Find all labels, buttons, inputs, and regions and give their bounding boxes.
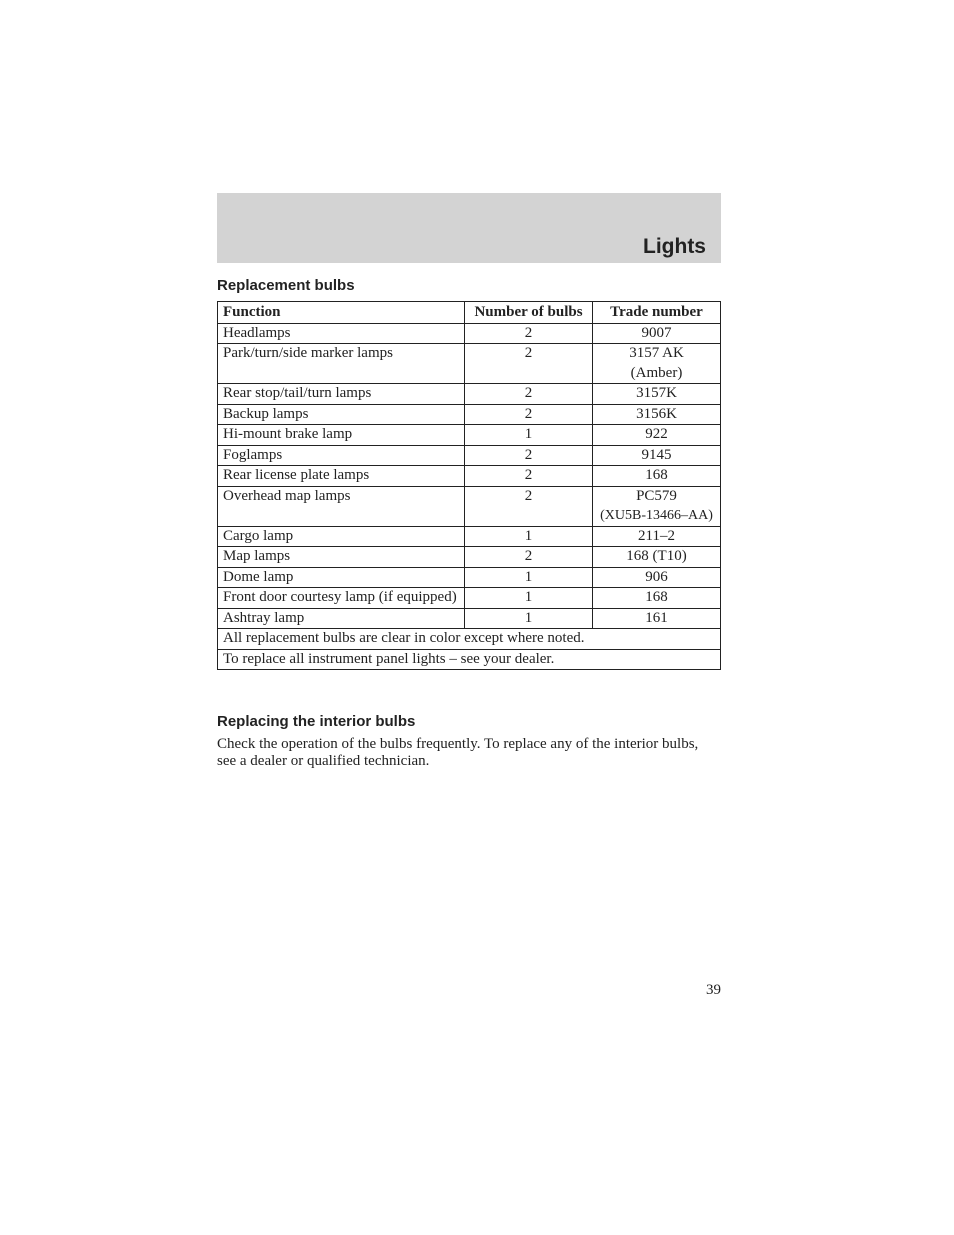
column-header-function: Function bbox=[218, 302, 465, 324]
column-header-trade: Trade number bbox=[593, 302, 721, 324]
trade-cell bbox=[593, 526, 721, 547]
table-note-row bbox=[218, 649, 721, 670]
trade-number: 3157K bbox=[636, 385, 677, 401]
trade-number: 211–2 bbox=[638, 527, 675, 544]
function-cell: Park/turn/side marker lamps bbox=[218, 344, 465, 384]
number-cell: 2 bbox=[465, 466, 593, 487]
function-cell: Headlamps bbox=[218, 323, 465, 344]
replacement-bulbs-table bbox=[217, 301, 721, 670]
trade-cell bbox=[593, 323, 721, 344]
table-row bbox=[218, 344, 721, 384]
table-body bbox=[218, 323, 721, 670]
trade-cell bbox=[593, 384, 721, 405]
trade-cell bbox=[593, 608, 721, 629]
trade-number: 161 bbox=[645, 609, 668, 626]
function-cell: Rear stop/tail/turn lamps bbox=[218, 384, 465, 405]
trade-number: 168 (T10) bbox=[626, 548, 687, 564]
trade-number: 3157 AK bbox=[629, 345, 684, 361]
table-row bbox=[218, 608, 721, 629]
trade-cell bbox=[593, 445, 721, 466]
number-cell: 2 bbox=[465, 404, 593, 425]
function-cell: Ashtray lamp bbox=[218, 608, 465, 629]
trade-cell bbox=[593, 404, 721, 425]
trade-number: 168 bbox=[645, 467, 668, 483]
function-cell: Cargo lamp bbox=[218, 526, 465, 547]
table-row bbox=[218, 323, 721, 344]
trade-cell bbox=[593, 344, 721, 384]
number-cell: 1 bbox=[465, 567, 593, 588]
number-cell: 2 bbox=[465, 344, 593, 384]
function-cell: Backup lamps bbox=[218, 404, 465, 425]
trade-number: 922 bbox=[645, 426, 668, 442]
column-header-number: Number of bulbs bbox=[465, 302, 593, 324]
number-cell: 2 bbox=[465, 486, 593, 526]
table-header-row bbox=[218, 302, 721, 324]
function-cell: Foglamps bbox=[218, 445, 465, 466]
table-row bbox=[218, 404, 721, 425]
function-cell: Map lamps bbox=[218, 547, 465, 568]
trade-number: 9007 bbox=[641, 324, 672, 341]
trade-cell bbox=[593, 547, 721, 568]
table-row bbox=[218, 425, 721, 446]
number-cell: 1 bbox=[465, 608, 593, 629]
number-cell: 2 bbox=[465, 445, 593, 466]
header-band bbox=[217, 193, 721, 263]
interior-bulbs-paragraph: Check the operation of the bulbs frequently. To replace any of the interior bulbs, see a dealer or qualified technician. bbox=[217, 736, 699, 769]
function-cell: Overhead map lamps bbox=[218, 486, 465, 526]
function-cell: Dome lamp bbox=[218, 567, 465, 588]
trade-cell bbox=[593, 425, 721, 446]
table-note: To replace all instrument panel lights – see your dealer. bbox=[218, 649, 721, 670]
number-cell: 1 bbox=[465, 588, 593, 609]
trade-number-note: (XU5B-13466–AA) bbox=[600, 508, 713, 523]
table-note-row bbox=[218, 629, 721, 650]
function-cell: Front door courtesy lamp (if equipped) bbox=[218, 588, 465, 609]
page-number: 39 bbox=[706, 982, 721, 998]
table-row bbox=[218, 445, 721, 466]
number-cell: 2 bbox=[465, 384, 593, 405]
table-row bbox=[218, 466, 721, 487]
trade-number: 168 bbox=[645, 589, 668, 605]
interior-bulbs-heading: Replacing the interior bulbs bbox=[217, 713, 416, 730]
table-row bbox=[218, 486, 721, 526]
trade-number: 3156K bbox=[636, 405, 677, 422]
function-cell: Hi-mount brake lamp bbox=[218, 425, 465, 446]
number-cell: 2 bbox=[465, 547, 593, 568]
trade-cell bbox=[593, 588, 721, 609]
page-title: Lights bbox=[643, 235, 706, 258]
number-cell: 1 bbox=[465, 425, 593, 446]
trade-number: 906 bbox=[645, 568, 668, 585]
table-row bbox=[218, 588, 721, 609]
number-cell: 1 bbox=[465, 526, 593, 547]
function-cell: Rear license plate lamps bbox=[218, 466, 465, 487]
table-row bbox=[218, 547, 721, 568]
trade-cell bbox=[593, 466, 721, 487]
table-row bbox=[218, 567, 721, 588]
trade-number: 9145 bbox=[641, 446, 672, 463]
number-cell: 2 bbox=[465, 323, 593, 344]
table-row bbox=[218, 526, 721, 547]
table-row bbox=[218, 384, 721, 405]
replacement-bulbs-heading: Replacement bulbs bbox=[217, 277, 355, 294]
trade-cell bbox=[593, 567, 721, 588]
trade-number: PC579 bbox=[636, 487, 677, 504]
trade-number-note: (Amber) bbox=[630, 364, 683, 381]
table-note: All replacement bulbs are clear in color except where noted. bbox=[218, 629, 721, 650]
trade-cell bbox=[593, 486, 721, 526]
